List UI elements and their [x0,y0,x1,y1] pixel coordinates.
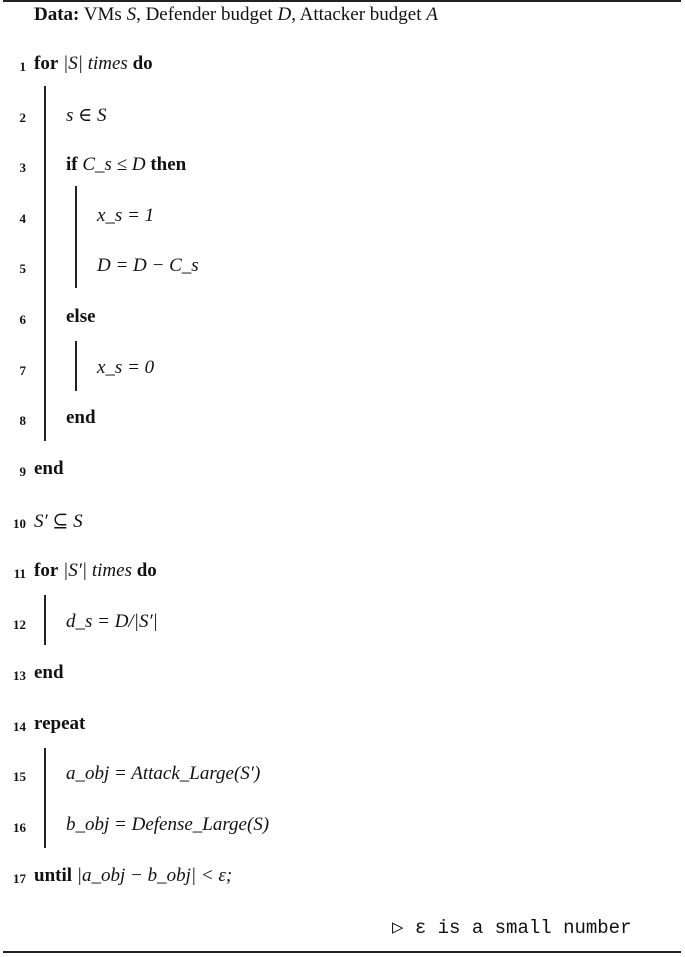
line-number: 4 [19,211,26,226]
line-number: 13 [13,668,26,683]
code-line-13: end [34,662,64,683]
algorithm-input-line [34,4,438,26]
keyword-do: do [132,53,153,74]
code-line-14: repeat [34,713,86,734]
line-number: 9 [19,464,26,479]
bottom-rule [3,951,681,953]
code-line-7: x_s = 0 [97,357,155,378]
keyword-for: for [34,560,59,581]
code-line-2: s ∈ S [66,105,107,126]
line-number: 10 [13,516,26,531]
keyword-until: until [34,865,73,886]
line-number: 3 [19,160,26,175]
line-number: 1 [19,59,26,74]
line-number: 7 [19,363,26,378]
line-number: 17 [13,871,26,886]
else-block-bar [75,341,77,391]
line-number: 15 [13,769,26,784]
condition: C_s ≤ D [82,154,146,175]
if-block-bar [75,186,77,288]
comment: ▷ ε is a small number [392,917,632,939]
line-number: 12 [13,617,26,632]
line-number: 11 [13,566,26,581]
code-line-12: d_s = D/|S′| [66,611,158,632]
code-line-9: end [34,458,64,479]
code-line-4: x_s = 1 [97,205,155,226]
keyword-then: then [150,154,187,175]
line-number: 8 [19,413,26,428]
code-line-11 [34,560,157,582]
code-line-6: else [66,306,96,327]
termination-condition: |a_obj − b_obj| < ε; [76,865,233,886]
code-line-15: a_obj = Attack_Large(S′) [66,763,261,784]
for-block-bar [44,86,46,441]
keyword-for: for [34,53,59,74]
repeat-block-bar [44,748,46,848]
code-line-8: end [66,407,96,428]
code-line-17 [34,865,232,887]
line-number: 16 [13,820,26,835]
data-label: Data: [34,4,80,25]
loop-count: |S′| times [63,560,132,581]
line-number: 6 [19,312,26,327]
line-number: 14 [13,719,26,734]
code-line-5: D = D − C_s [97,255,199,276]
data-text: VMs S, Defender budget D, Attacker budget A [83,4,438,25]
keyword-if: if [66,154,78,175]
code-line-16: b_obj = Defense_Large(S) [66,814,270,835]
line-number: 5 [19,261,26,276]
code-line-1 [34,53,153,75]
line-number: 2 [19,110,26,125]
keyword-do: do [136,560,157,581]
top-rule [3,0,681,2]
code-line-3 [66,154,186,176]
for-block-bar-2 [44,595,46,645]
code-line-10: S′ ⊆ S [34,511,83,532]
loop-count: |S| times [63,53,128,74]
